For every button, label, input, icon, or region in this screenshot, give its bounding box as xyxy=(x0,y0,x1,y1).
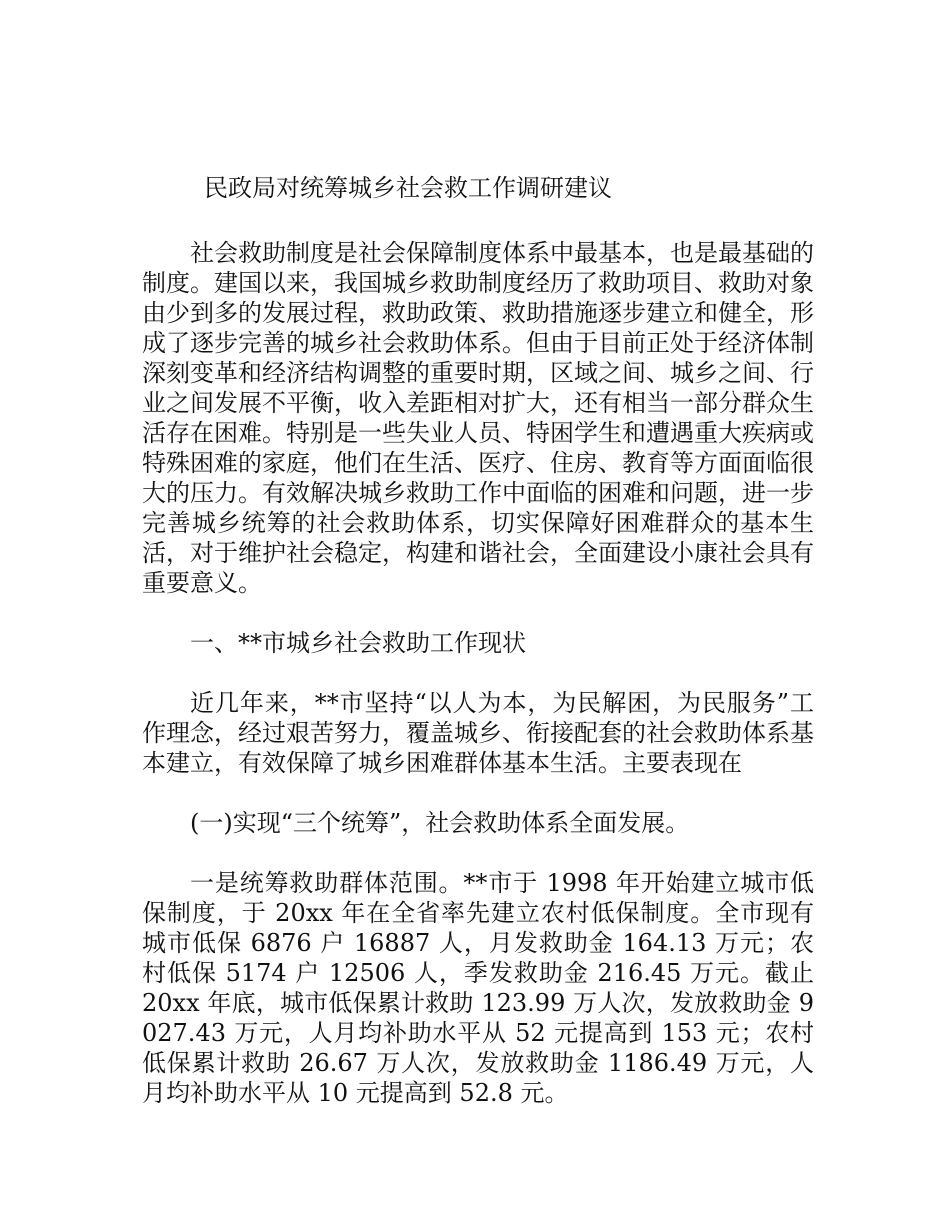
intro-paragraph: 社会救助制度是社会保障制度体系中最基本，也是最基础的制度。建国以来，我国城乡救助制度经历了救助项目、救助对象由少到多的发展过程，救助政策、救助措施逐步建立和健全，形成了逐步完善的城乡社会救助体系。但由于目前正处于经济体制深刻变革和经济结构调整的重要时期，区域之间、城乡之间、行业之间发展不平衡，收入差距相对扩大，还有相当一部分群众生活存在困难。特别是一些失业人员、特困学生和遭遇重大疾病或特殊困难的家庭，他们在生活、医疗、住房、教育等方面面临很大的压力。有效解决城乡救助工作中面临的困难和问题，进一步完善城乡统筹的社会救助体系，切实保障好困难群众的基本生活，对于维护社会稳定，构建和谐社会，全面建设小康社会具有重要意义。 xyxy=(142,239,814,597)
section-heading-current-status: 一、**市城乡社会救助工作现状 xyxy=(190,629,526,657)
status-paragraph: 近几年来，**市坚持“以人为本，为民解困，为民服务”工作理念，经过艰苦努力，覆盖城乡、衔接配套的社会救助体系基本建立，有效保障了城乡困难群体基本生活。主要表现在 xyxy=(142,689,814,777)
document-body xyxy=(142,168,814,1138)
coordination-paragraph: 一是统筹救助群体范围。**市于 1998 年开始建立城市低保制度，于 20xx 年在全省率先建立农村低保制度。全市现有城市低保 6876 户 16887 人，月发救助金 164.13 万元；农村低保 5174 户 12506 人，季发救助金 216.45 万元。截止 20xx 年底，城市低保累计救助 123.99 万人次，发放救助金 9027.43 万元，人月均补助水平从 52 元提高到 153 元；农村低保累计救助 26.67 万人次，发放救助金 1186.49 万元，人月均补助水平从 10 元提高到 52.8 元。 xyxy=(142,869,814,1107)
subsection-heading-three-coordinations: (一)实现“三个统筹”，社会救助体系全面发展。 xyxy=(190,809,690,837)
document-title: 民政局对统筹城乡社会救工作调研建议 xyxy=(204,174,612,202)
